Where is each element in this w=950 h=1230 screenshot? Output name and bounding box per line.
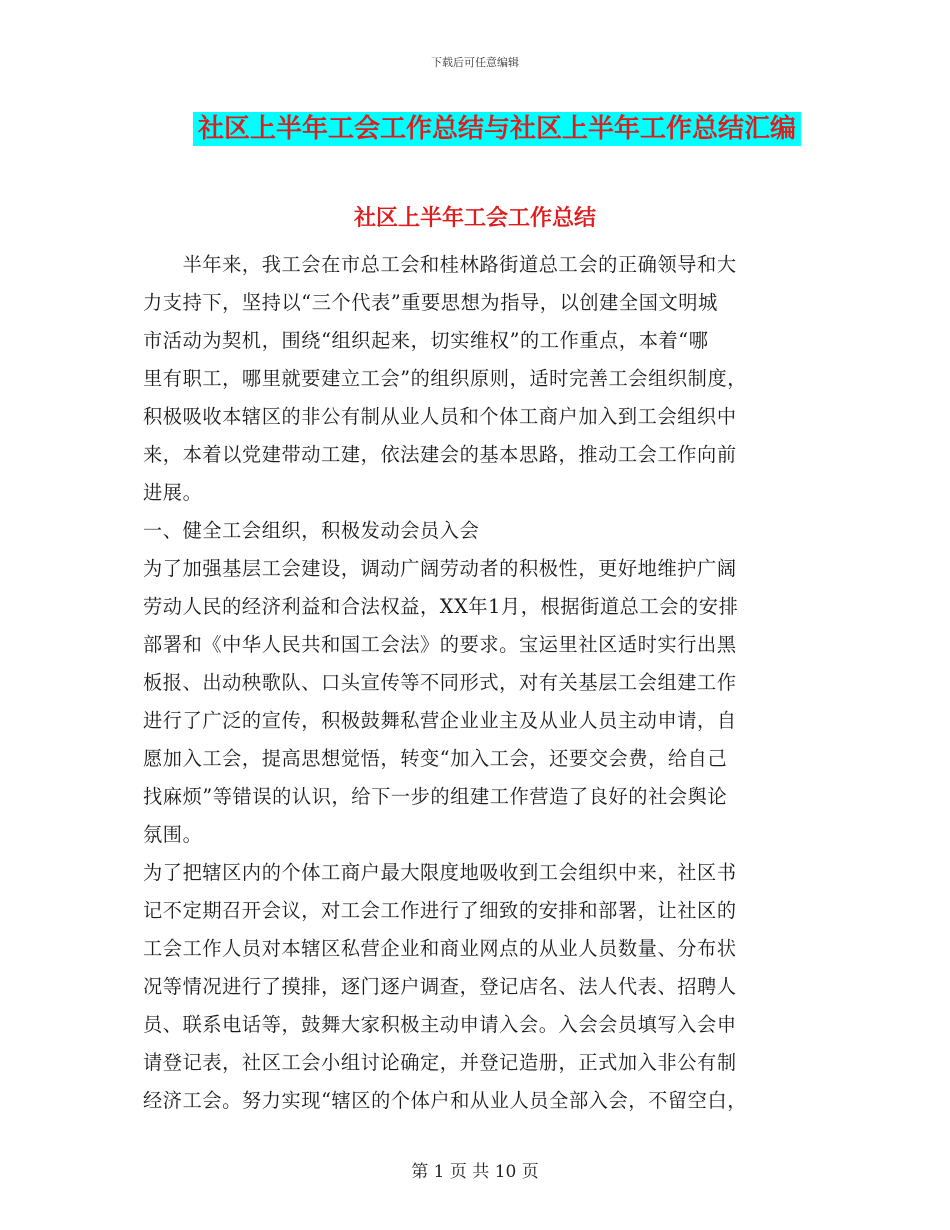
text-line: 劳动人民的经济利益和合法权益，XX年1月，根据街道总工会的安排 [143, 595, 739, 618]
main-title: 社区上半年工会工作总结与社区上半年工作总结汇编 [197, 114, 796, 144]
text-line: 况等情况进行了摸排，逐门逐户调查，登记店名、法人代表、招聘人 [143, 975, 737, 998]
text-line: 市活动为契机，围绕“组织起来，切实维权”的工作重点，本着“哪 [143, 329, 709, 352]
text-line: 工会工作人员对本辖区私营企业和商业网点的从业人员数量、分布状 [143, 937, 737, 960]
section-title: 社区上半年工会工作总结 [353, 205, 596, 231]
text-line: 板报、出动秧歌队、口头宣传等不同形式，对有关基层工会组建工作 [143, 671, 737, 694]
text-line: 里有职工，哪里就要建立工会”的组织原则，适时完善工会组织制度， [143, 367, 748, 390]
text-line: 为了把辖区内的个体工商户最大限度地吸收到工会组织中来，社区书 [143, 861, 737, 884]
text-line: 进展。 [143, 481, 203, 504]
main-title-highlight [193, 112, 801, 146]
text-line: 愿加入工会，提高思想觉悟，转变“加入工会，还要交会费，给自己 [143, 747, 728, 770]
text-line: 请登记表，社区工会小组讨论确定，并登记造册，正式加入非公有制 [143, 1051, 737, 1074]
text-line: 来，本着以党建带动工建，依法建会的基本思路，推动工会工作向前 [143, 443, 737, 466]
text-line: 经济工会。努力实现“辖区的个体户和从业人员全部入会，不留空白， [143, 1089, 748, 1112]
text-line: 氛围。 [143, 823, 203, 846]
body-text [143, 246, 800, 1120]
text-line: 进行了广泛的宣传，积极鼓舞私营企业业主及从业人员主动申请，自 [143, 709, 737, 732]
text-line: 半年来，我工会在市总工会和桂林路街道总工会的正确领导和大 [143, 253, 737, 276]
text-line: 部署和《中华人民共和国工会法》的要求。宝运里社区适时实行出黑 [143, 633, 737, 656]
header-note: 下载后可任意编辑 [431, 56, 519, 69]
text-line: 为了加强基层工会建设，调动广阔劳动者的积极性，更好地维护广阔 [143, 557, 737, 580]
text-line: 记不定期召开会议，对工会工作进行了细致的安排和部署，让社区的 [143, 899, 737, 922]
text-line: 力支持下，坚持以“三个代表”重要思想为指导，以创建全国文明城 [143, 291, 718, 314]
text-line: 积极吸收本辖区的非公有制从业人员和个体工商户加入到工会组织中 [143, 405, 737, 428]
text-line: 找麻烦”等错误的认识，给下一步的组建工作营造了良好的社会舆论 [143, 785, 728, 808]
section-heading: 一、健全工会组织，积极发动会员入会 [143, 519, 480, 542]
page-footer: 第 1 页 共 10 页 [411, 1162, 539, 1182]
text-line: 员、联系电话等，鼓舞大家积极主动申请入会。入会会员填写入会申 [143, 1013, 737, 1036]
